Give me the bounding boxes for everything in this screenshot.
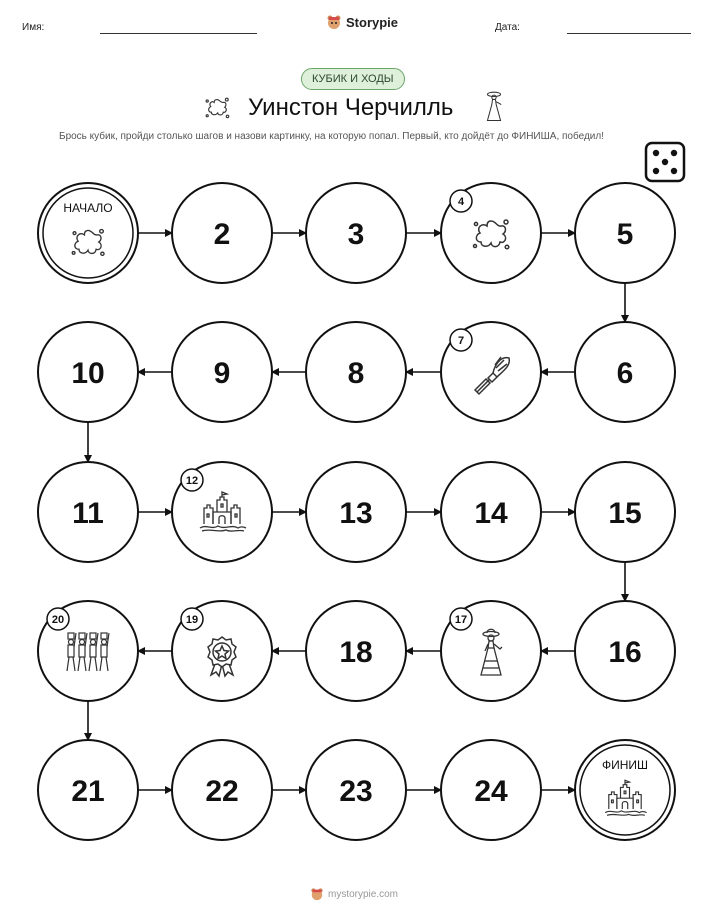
cell-number: 14 bbox=[474, 497, 508, 530]
name-label: Имя: bbox=[22, 22, 45, 33]
cell-number: 19 bbox=[185, 614, 199, 626]
cell-number: 24 bbox=[474, 775, 508, 808]
cell-number: 4 bbox=[457, 196, 465, 208]
page-title: Уинстон Черчилль bbox=[248, 94, 454, 121]
cell-number: 21 bbox=[71, 775, 105, 808]
cell-number: 20 bbox=[51, 614, 65, 626]
cell-number: 3 bbox=[347, 218, 365, 251]
cell-number: 18 bbox=[339, 636, 373, 669]
board-cell-24[interactable] bbox=[441, 740, 541, 840]
board-cell-10[interactable] bbox=[38, 322, 138, 422]
cell-number: 16 bbox=[608, 636, 642, 669]
board-cell-5[interactable] bbox=[575, 183, 675, 283]
cell-number: 5 bbox=[616, 218, 634, 251]
cell-number: 8 bbox=[347, 357, 365, 390]
brand-name: Storypie bbox=[346, 14, 399, 30]
board-cell-9[interactable] bbox=[172, 322, 272, 422]
cell-number: 17 bbox=[454, 614, 468, 626]
board-cell-11[interactable] bbox=[38, 462, 138, 562]
start-label: НАЧАЛО bbox=[63, 201, 113, 215]
board-cell-8[interactable] bbox=[306, 322, 406, 422]
cell-number: 9 bbox=[213, 357, 231, 390]
board-cell-23[interactable] bbox=[306, 740, 406, 840]
board-cell-3[interactable] bbox=[306, 183, 406, 283]
board-cell-7[interactable] bbox=[441, 322, 541, 422]
cell-number: 12 bbox=[185, 475, 199, 487]
board-cell-14[interactable] bbox=[441, 462, 541, 562]
footer bbox=[310, 887, 398, 901]
finish-label: ФИНИШ bbox=[601, 758, 649, 772]
board-cell-1[interactable] bbox=[38, 183, 138, 283]
board-cell-12[interactable] bbox=[172, 462, 272, 562]
board-cell-13[interactable] bbox=[306, 462, 406, 562]
cell-number: 10 bbox=[71, 357, 105, 390]
board-cell-17[interactable] bbox=[441, 601, 541, 701]
bear-icon bbox=[310, 887, 324, 901]
cell-number: 2 bbox=[213, 218, 231, 251]
board-cell-15[interactable] bbox=[575, 462, 675, 562]
footer-site[interactable]: mystorypie.com bbox=[328, 888, 399, 900]
board-cell-2[interactable] bbox=[172, 183, 272, 283]
instructions: Брось кубик, пройди столько шагов и назови картинку, на которую попал. Первый, кто дойдёт до ФИНИША, победил! bbox=[59, 131, 604, 142]
board-cell-19[interactable] bbox=[172, 601, 272, 701]
board-cell-18[interactable] bbox=[306, 601, 406, 701]
board-cell-4[interactable] bbox=[441, 183, 541, 283]
cell-number: 6 bbox=[616, 357, 634, 390]
date-label: Дата: bbox=[495, 22, 520, 33]
board-cell-16[interactable] bbox=[575, 601, 675, 701]
cell-number: 23 bbox=[339, 775, 373, 808]
cell-number: 13 bbox=[339, 497, 373, 530]
cell-number: 11 bbox=[72, 497, 104, 530]
cell-number: 15 bbox=[608, 497, 642, 530]
board-cell-21[interactable] bbox=[38, 740, 138, 840]
cell-number: 7 bbox=[457, 335, 465, 347]
board-cell-25[interactable] bbox=[575, 740, 675, 840]
activity-badge: КУБИК И ХОДЫ bbox=[301, 68, 405, 90]
board-cell-6[interactable] bbox=[575, 322, 675, 422]
board-cell-22[interactable] bbox=[172, 740, 272, 840]
board-cell-20[interactable] bbox=[38, 601, 138, 701]
cell-number: 22 bbox=[205, 775, 239, 808]
